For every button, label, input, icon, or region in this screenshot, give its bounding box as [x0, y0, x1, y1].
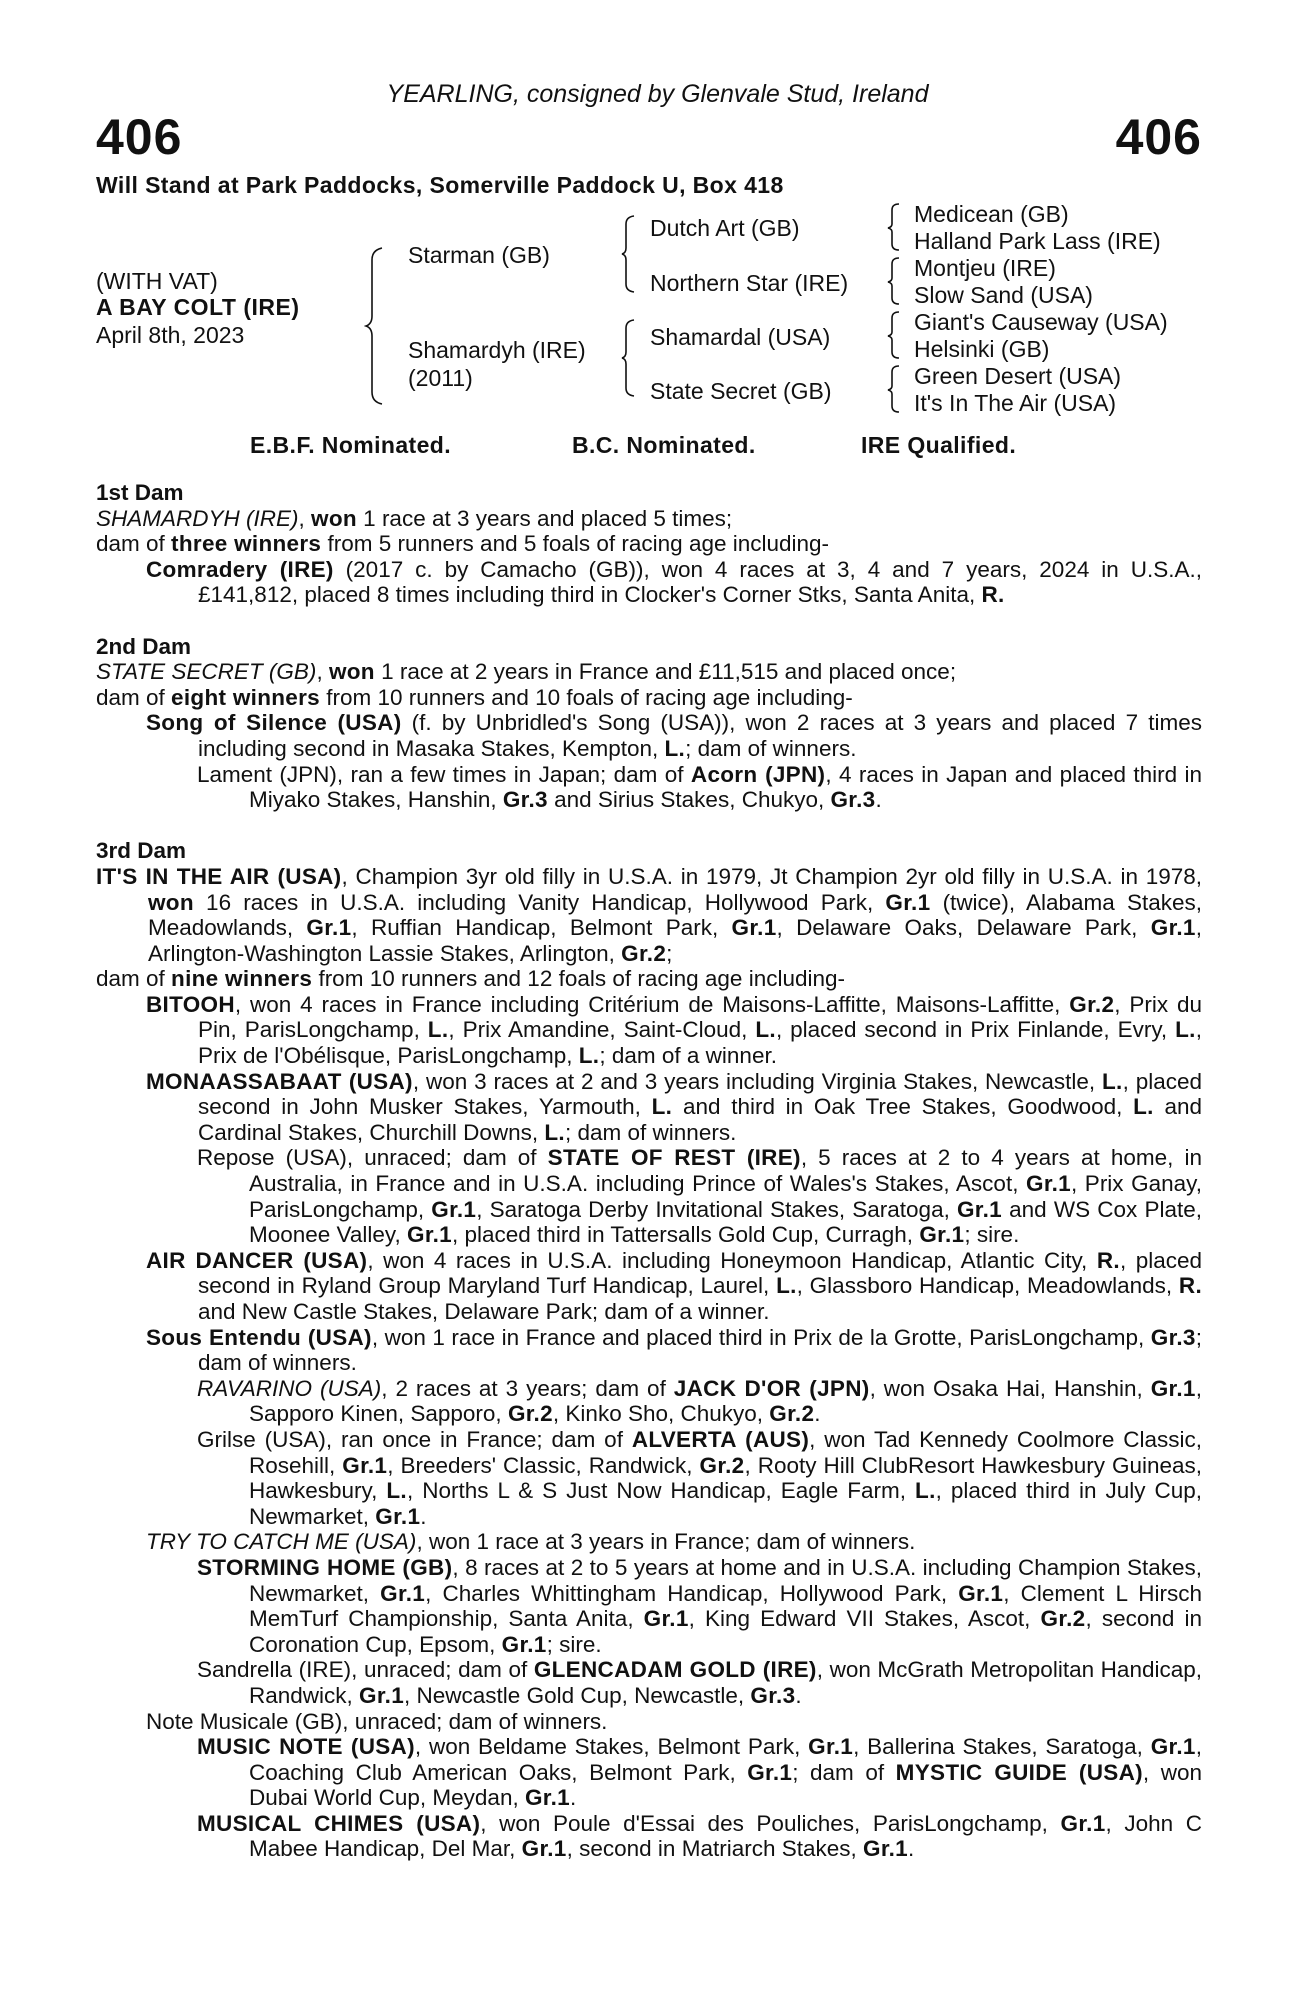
bold-text: Gr.1: [731, 915, 777, 941]
bold-text: L.: [544, 1119, 565, 1145]
bold-text: JACK D'OR (JPN): [673, 1375, 870, 1401]
bold-text: Gr.1: [342, 1452, 388, 1478]
vat-note: (WITH VAT): [96, 268, 218, 294]
text-run: , Arlington-Washington Lassie Stakes, Arlington,: [148, 915, 1203, 966]
text-run: from 5 runners and 5 foals of racing age including-: [321, 531, 830, 557]
dam: Shamardyh (IRE): [408, 337, 586, 363]
bold-text: Gr.3: [502, 787, 548, 813]
brace-g1: [886, 202, 902, 252]
text-run: , won 4 races in France including Critérium de Maisons-Laffitte, Maisons-Laffitte,: [234, 991, 1070, 1017]
entry-paragraph: [96, 506, 1202, 532]
entry-paragraph: [96, 1709, 1202, 1735]
text-run: ;: [666, 940, 673, 966]
bold-text: Gr.1: [1026, 1171, 1071, 1197]
sire-dam: Northern Star (IRE): [650, 270, 849, 296]
bold-text: eight winners: [171, 684, 320, 710]
bold-text: Gr.1: [863, 1836, 908, 1862]
bold-text: Gr.1: [375, 1503, 421, 1529]
granddam-3: Helsinki (GB): [914, 336, 1050, 362]
italic-text: RAVARINO (USA): [197, 1375, 382, 1401]
bold-text: Gr.1: [524, 1785, 570, 1811]
granddam-2: Slow Sand (USA): [914, 282, 1093, 308]
sire-sire: Dutch Art (GB): [650, 215, 800, 241]
text-run: , Prix de l'Obélisque, ParisLongchamp,: [198, 1017, 1202, 1069]
text-run: , John C Mabee Handicap, Del Mar,: [249, 1810, 1202, 1862]
bold-text: Gr.1: [1150, 915, 1196, 941]
text-run: , Charles Whittingham Handicap, Hollywood Park,: [425, 1580, 959, 1606]
bold-text: Gr.2: [1069, 991, 1115, 1017]
text-run: , Glassboro Handicap, Meadowlands,: [796, 1273, 1179, 1299]
bold-text: Gr.1: [407, 1222, 452, 1248]
bold-text: nine winners: [171, 966, 313, 992]
bold-text: Gr.3: [750, 1682, 796, 1708]
bold-text: L.: [755, 1017, 776, 1043]
bold-text: Gr.1: [501, 1631, 547, 1657]
bold-text: Gr.1: [958, 1580, 1004, 1606]
bold-text: ALVERTA (AUS): [631, 1426, 810, 1452]
bold-text: L.: [1101, 1068, 1123, 1094]
dam-dam: State Secret (GB): [650, 378, 832, 404]
bold-text: won: [328, 659, 375, 685]
granddam-4: It's In The Air (USA): [914, 390, 1117, 416]
section-paragraphs: [96, 864, 1202, 1862]
bold-text: L.: [1175, 1017, 1196, 1043]
bold-text: L.: [578, 1043, 600, 1069]
bold-text: Gr.1: [808, 1734, 854, 1760]
text-run: .: [795, 1682, 802, 1708]
bold-text: STATE OF REST (IRE): [547, 1145, 801, 1171]
text-run: ; dam of winners.: [198, 1324, 1203, 1376]
bold-text: Gr.1: [359, 1682, 405, 1708]
entry-paragraph: [96, 1325, 1202, 1376]
bold-text: BITOOH: [146, 991, 235, 1017]
text-run: dam of: [96, 966, 172, 992]
first-dam-section: [96, 480, 1202, 608]
text-run: , 8 races at 2 to 5 years at home and in U.S.A. including Champion Stakes, Newmarket,: [249, 1554, 1202, 1606]
text-run: , placed third in Tattersalls Gold Cup, Curragh,: [452, 1222, 920, 1248]
bold-text: STORMING HOME (GB): [197, 1554, 453, 1580]
entry-paragraph: [96, 659, 1202, 685]
entry-paragraph: [96, 864, 1202, 966]
bold-text: Gr.1: [885, 889, 931, 915]
grandsire-3: Giant's Causeway (USA): [914, 309, 1168, 335]
entry-paragraph: [96, 685, 1202, 711]
section-heading: 3rd Dam: [96, 838, 187, 864]
text-run: , placed second in Prix Finlande, Evry,: [775, 1017, 1176, 1043]
second-dam-section: [96, 634, 1202, 813]
bold-text: Acorn (JPN): [690, 761, 826, 787]
entry-paragraph: [96, 1069, 1202, 1146]
consignment-line: YEARLING, consigned by Glenvale Stud, Ireland: [386, 80, 929, 108]
text-run: , Prix Ganay, ParisLongchamp,: [249, 1171, 1202, 1222]
bold-text: Gr.2: [621, 940, 667, 966]
text-run: , second in Coronation Cup, Epsom,: [249, 1606, 1202, 1657]
entry-paragraph: [96, 1529, 1202, 1555]
text-run: , Kinko Sho, Chukyo,: [552, 1401, 770, 1427]
text-run: , Clement L Hirsch MemTurf Championship, Santa Anita,: [249, 1580, 1203, 1632]
brace-g4: [886, 364, 902, 414]
entry-paragraph: [96, 992, 1202, 1069]
entry-paragraph: [96, 710, 1202, 761]
text-run: and WS Cox Plate, Moonee Valley,: [249, 1196, 1202, 1248]
entry-paragraph: [96, 1248, 1202, 1325]
italic-text: STATE SECRET (GB): [96, 659, 317, 685]
text-run: , won Poule d'Essai des Pouliches, ParisLongchamp,: [480, 1810, 1061, 1836]
text-run: , Sapporo Kinen, Sapporo,: [249, 1375, 1202, 1427]
text-run: 16 races in U.S.A. including Vanity Handicap, Hollywood Park,: [193, 889, 886, 915]
text-run: (f. by Unbridled's Song (USA)), won 2 races at 3 years and placed 7 times including second in Masaka Stakes, Kempton,: [198, 710, 1202, 761]
bold-text: L.: [1133, 1094, 1154, 1120]
bold-text: Gr.2: [699, 1452, 745, 1478]
text-run: .: [875, 787, 882, 813]
italic-text: SHAMARDYH (IRE): [96, 505, 299, 531]
grandsire-4: Green Desert (USA): [914, 363, 1122, 389]
grandsire-1: Medicean (GB): [914, 201, 1069, 227]
text-run: , Rooty Hill ClubResort Hawkesbury Guineas, Hawkesbury,: [249, 1452, 1202, 1504]
bold-text: MUSIC NOTE (USA): [197, 1734, 415, 1760]
text-run: 1 race at 2 years in France and £11,515 and placed once;: [374, 659, 957, 685]
bold-text: R.: [1096, 1247, 1120, 1273]
lot-number-left: 406: [96, 109, 183, 165]
dam-brace: [620, 318, 638, 398]
text-run: , won 1 race at 3 years in France; dam of winners.: [416, 1529, 916, 1555]
bold-text: Gr.1: [957, 1196, 1002, 1222]
text-run: Note Musicale (GB), unraced; dam of winners.: [146, 1708, 608, 1734]
bold-text: Gr.1: [1150, 1375, 1196, 1401]
bold-text: Gr.1: [747, 1759, 793, 1785]
text-run: , Coaching Club American Oaks, Belmont Park,: [249, 1734, 1202, 1785]
italic-text: TRY TO CATCH ME (USA): [146, 1529, 417, 1555]
text-run: from 10 runners and 12 foals of racing age including-: [312, 966, 846, 992]
text-run: and third in Oak Tree Stakes, Goodwood,: [672, 1094, 1134, 1120]
entry-paragraph: [96, 966, 1202, 992]
text-run: , won McGrath Metropolitan Handicap, Randwick,: [249, 1657, 1202, 1708]
text-run: , won Osaka Hai, Hanshin,: [869, 1375, 1151, 1401]
ebf-nominated: E.B.F. Nominated.: [250, 432, 452, 458]
text-run: dam of: [96, 684, 172, 710]
text-run: , placed second in John Musker Stakes, Yarmouth,: [198, 1068, 1202, 1120]
text-run: , Prix Amandine, Saint-Cloud,: [448, 1017, 756, 1043]
text-run: , Delaware Oaks, Delaware Park,: [776, 915, 1151, 941]
bold-text: AIR DANCER (USA): [146, 1247, 368, 1273]
bold-text: MUSICAL CHIMES (USA): [197, 1810, 481, 1836]
bold-text: R.: [1178, 1273, 1202, 1299]
text-run: , placed third in July Cup, Newmarket,: [249, 1478, 1202, 1529]
text-run: , Prix du Pin, ParisLongchamp,: [198, 991, 1203, 1043]
text-run: (2017 c. by Camacho (GB)), won 4 races at 3, 4 and 7 years, 2024 in U.S.A., £141,812, placed 8 times including third in Clocker's Corner Stks, Santa Anita,: [198, 556, 1203, 608]
bold-text: three winners: [171, 531, 322, 557]
text-run: , King Edward VII Stakes, Ascot,: [688, 1606, 1041, 1632]
text-run: .: [908, 1836, 915, 1862]
entry-paragraph: [96, 531, 1202, 557]
third-dam-section: [96, 838, 1202, 1862]
bold-text: L.: [776, 1273, 797, 1299]
text-run: ,: [316, 659, 329, 685]
bold-text: L.: [386, 1478, 407, 1504]
bold-text: Gr.2: [507, 1401, 553, 1427]
entry-paragraph: [96, 1427, 1202, 1529]
bold-text: MONAASSABAAT (USA): [146, 1068, 413, 1094]
text-run: Sandrella (IRE), unraced; dam of: [197, 1657, 534, 1683]
horse-name: A BAY COLT (IRE): [96, 294, 300, 320]
text-run: 1 race at 3 years and placed 5 times;: [356, 505, 733, 531]
bold-text: IT'S IN THE AIR (USA): [96, 863, 342, 889]
ire-qualified: IRE Qualified.: [861, 432, 1017, 458]
bold-text: Gr.3: [830, 787, 876, 813]
sire-brace: [620, 214, 638, 294]
text-run: , 4 races in Japan and placed third in Miyako Stakes, Hanshin,: [249, 761, 1203, 813]
section-paragraphs: [96, 506, 1202, 608]
text-run: Repose (USA), unraced; dam of: [197, 1145, 548, 1171]
bold-text: R.: [981, 582, 1005, 608]
text-run: and Sirius Stakes, Chukyo,: [547, 787, 831, 813]
section-heading: 2nd Dam: [96, 633, 192, 659]
entry-paragraph: [96, 1555, 1202, 1657]
bold-text: Gr.1: [643, 1606, 689, 1632]
text-run: , won Beldame Stakes, Belmont Park,: [414, 1734, 809, 1760]
text-run: , Norths L & S Just Now Handicap, Eagle Farm,: [406, 1478, 916, 1504]
bold-text: Gr.1: [431, 1196, 477, 1222]
bold-text: Comradery (IRE): [146, 556, 334, 582]
entry-paragraph: [96, 1811, 1202, 1862]
text-run: , won 4 races in U.S.A. including Honeymoon Handicap, Atlantic City,: [367, 1247, 1097, 1273]
bold-text: Gr.1: [380, 1580, 426, 1606]
text-run: ; sire.: [964, 1222, 1020, 1248]
foaling-date: April 8th, 2023: [96, 322, 245, 348]
bold-text: MYSTIC GUIDE (USA): [895, 1759, 1143, 1785]
text-run: and Cardinal Stakes, Churchill Downs,: [198, 1094, 1202, 1145]
text-run: , won 3 races at 2 and 3 years including Virginia Stakes, Newcastle,: [412, 1068, 1102, 1094]
text-run: ; dam of: [792, 1759, 896, 1785]
text-run: ; dam of winners.: [565, 1119, 737, 1145]
bold-text: L.: [664, 735, 686, 761]
text-run: , Newcastle Gold Cup, Newcastle,: [404, 1682, 751, 1708]
bold-text: Gr.3: [1150, 1324, 1196, 1350]
text-run: .: [814, 1401, 821, 1427]
bold-text: L.: [651, 1094, 673, 1120]
text-run: ; dam of a winner.: [599, 1043, 777, 1069]
bold-text: Gr.1: [1150, 1734, 1196, 1760]
text-run: Grilse (USA), ran once in France; dam of: [197, 1426, 632, 1452]
entry-paragraph: [96, 762, 1202, 813]
bold-text: Gr.2: [1040, 1606, 1086, 1632]
section-heading: 1st Dam: [96, 480, 184, 505]
text-run: ; dam of winners.: [685, 735, 857, 761]
bold-text: L.: [915, 1478, 936, 1504]
text-run: , placed second in Ryland Group Maryland Turf Handicap, Laurel,: [198, 1247, 1202, 1299]
text-run: ,: [298, 505, 312, 531]
bold-text: Gr.2: [769, 1401, 815, 1427]
brace-g3: [886, 310, 902, 360]
text-run: Lament (JPN), ran a few times in Japan; dam of: [197, 761, 691, 787]
grandsire-2: Montjeu (IRE): [914, 255, 1056, 281]
bold-text: Song of Silence (USA): [146, 710, 402, 736]
entry-paragraph: [96, 1145, 1202, 1247]
bold-text: Gr.1: [1060, 1810, 1106, 1836]
text-run: .: [420, 1503, 427, 1529]
text-run: , Ruffian Handicap, Belmont Park,: [351, 915, 732, 941]
text-run: (twice), Alabama Stakes, Meadowlands,: [148, 889, 1202, 941]
brace-g2: [886, 256, 902, 306]
bc-nominated: B.C. Nominated.: [572, 432, 756, 458]
text-run: ; sire.: [546, 1631, 602, 1657]
text-run: , Saratoga Derby Invitational Stakes, Saratoga,: [476, 1196, 957, 1222]
text-run: .: [569, 1785, 577, 1811]
entry-paragraph: [96, 1376, 1202, 1427]
bold-text: Sous Entendu (USA): [146, 1324, 372, 1350]
text-run: and New Castle Stakes, Delaware Park; dam of a winner.: [198, 1299, 770, 1324]
lot-number-right: 406: [1115, 109, 1202, 165]
bold-text: L.: [427, 1017, 449, 1043]
text-run: , 5 races at 2 to 4 years at home, in Australia, in France and in U.S.A. including Prince of Wales's Stakes, Ascot,: [249, 1145, 1203, 1197]
text-run: dam of: [96, 531, 172, 557]
text-run: , won 1 race in France and placed third in Prix de la Grotte, ParisLongchamp,: [371, 1324, 1151, 1350]
sire: Starman (GB): [408, 242, 550, 268]
text-run: from 10 runners and 10 foals of racing age including-: [319, 684, 853, 710]
dam-year: (2011): [408, 365, 473, 391]
entry-paragraph: [96, 557, 1202, 608]
bold-text: Gr.1: [306, 915, 352, 941]
text-run: , Breeders' Classic, Randwick,: [387, 1452, 700, 1478]
section-paragraphs: [96, 659, 1202, 813]
bold-text: GLENCADAM GOLD (IRE): [533, 1657, 817, 1683]
text-run: , Ballerina Stakes, Saratoga,: [853, 1734, 1151, 1760]
entry-paragraph: [96, 1734, 1202, 1811]
granddam-1: Halland Park Lass (IRE): [914, 228, 1161, 254]
text-run: , won Tad Kennedy Coolmore Classic, Rosehill,: [249, 1426, 1203, 1478]
stand-location: Will Stand at Park Paddocks, Somerville Paddock U, Box 418: [96, 172, 784, 198]
dam-sire: Shamardal (USA): [650, 324, 831, 350]
entry-paragraph: [96, 1657, 1202, 1708]
text-run: , Champion 3yr old filly in U.S.A. in 1979, Jt Champion 2yr old filly in U.S.A. in 1978,: [341, 863, 1203, 889]
text-run: , second in Matriarch Stakes,: [566, 1836, 864, 1862]
bold-text: Gr.1: [919, 1222, 965, 1248]
bold-text: won: [148, 889, 194, 915]
catalogue-body: [96, 480, 1202, 1862]
bold-text: won: [311, 505, 357, 531]
main-brace: [364, 246, 386, 406]
bold-text: Gr.1: [521, 1836, 567, 1862]
text-run: , 2 races at 3 years; dam of: [381, 1375, 674, 1401]
text-run: , won Dubai World Cup, Meydan,: [249, 1759, 1202, 1811]
